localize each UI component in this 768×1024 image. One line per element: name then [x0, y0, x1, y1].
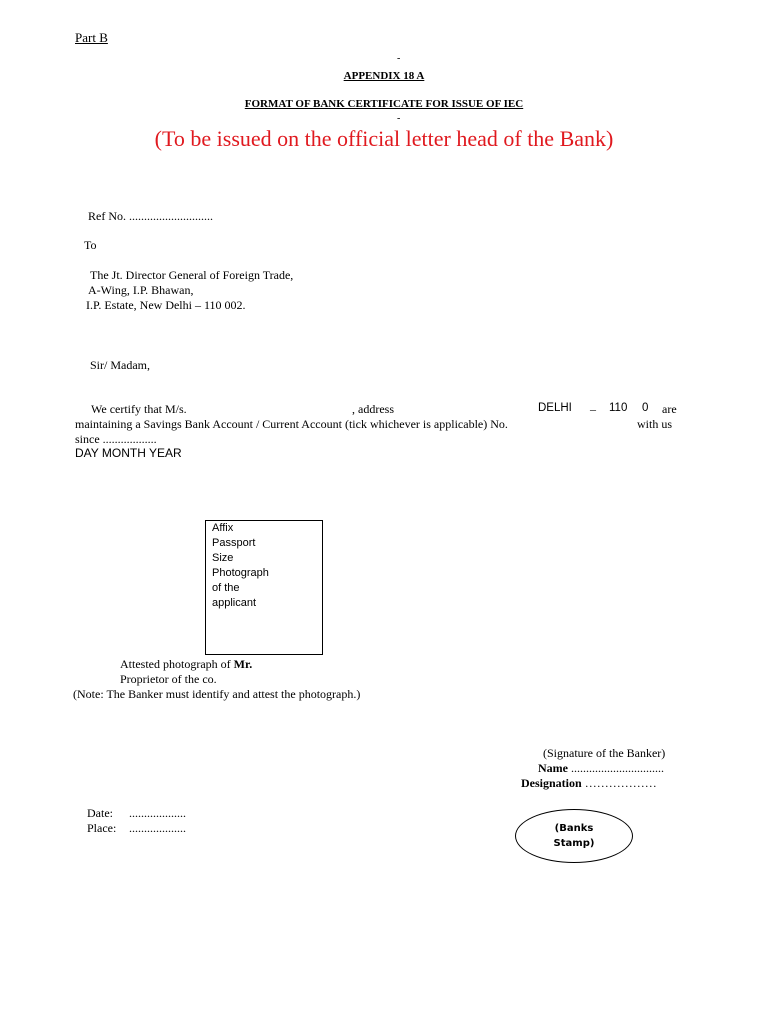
certify-are: are	[662, 402, 677, 416]
date-format-hint: DAY MONTH YEAR	[75, 446, 182, 460]
certify-account-text: maintaining a Savings Bank Account / Current Account (tick whichever is applicable) No.	[75, 417, 508, 431]
signature-label: (Signature of the Banker)	[543, 746, 666, 760]
attested-photo-line	[120, 657, 252, 671]
part-label: Part B	[75, 30, 108, 45]
letterhead-note: (To be issued on the official letter head of the Bank)	[154, 126, 614, 151]
format-title: FORMAT OF BANK CERTIFICATE FOR ISSUE OF IEC	[244, 98, 524, 110]
proprietor-line: Proprietor of the co.	[120, 672, 217, 686]
photo-box-line: Size	[212, 552, 234, 564]
certify-address-label: , address	[352, 402, 394, 416]
to-label: To	[84, 238, 97, 252]
place-label: Place:	[87, 821, 117, 835]
address-line-1: The Jt. Director General of Foreign Trade,	[90, 268, 294, 282]
stamp-line-2: Stamp)	[553, 838, 595, 849]
name-label: Name	[538, 761, 568, 775]
dash-marker: -	[397, 53, 401, 64]
salutation: Sir/ Madam,	[90, 358, 150, 372]
stamp-line-1: (Banks	[554, 823, 594, 834]
photo-box-line: Passport	[212, 537, 256, 549]
designation-line	[521, 776, 657, 790]
photo-box-line: Affix	[212, 522, 234, 534]
certify-since: since ..................	[75, 432, 157, 446]
certify-dash: –	[590, 402, 596, 416]
certify-city: DELHI	[538, 402, 572, 414]
address-line-2: A-Wing, I.P. Bhawan,	[88, 283, 194, 297]
address-line-3: I.P. Estate, New Delhi – 110 002.	[86, 298, 246, 312]
appendix-heading: APPENDIX 18 A	[343, 70, 425, 82]
date-dots: ...................	[129, 806, 186, 820]
date-label: Date:	[87, 806, 113, 820]
bank-stamp-placeholder	[515, 809, 633, 863]
name-dots: ...............................	[568, 761, 664, 775]
ref-number: Ref No. ............................	[88, 209, 213, 223]
photo-placeholder-box	[205, 520, 323, 655]
photo-box-line: Photograph	[212, 567, 269, 579]
certify-with-us: with us	[637, 417, 673, 431]
banker-note: (Note: The Banker must identify and attest the photograph.)	[73, 687, 361, 701]
certify-pin-a: 110	[609, 402, 628, 414]
place-dots: ...................	[129, 821, 186, 835]
photo-box-line: applicant	[212, 597, 257, 609]
attested-prefix: Attested photograph of	[120, 657, 234, 671]
designation-label: Designation	[521, 776, 582, 790]
name-line	[538, 761, 664, 775]
certify-pin-b: 0	[642, 402, 649, 414]
designation-dots: ………………	[581, 776, 657, 790]
dash-marker: -	[397, 113, 401, 124]
certify-text: We certify that M/s.	[91, 402, 187, 416]
attested-title: Mr.	[233, 657, 253, 671]
photo-box-line: of the	[212, 582, 240, 594]
